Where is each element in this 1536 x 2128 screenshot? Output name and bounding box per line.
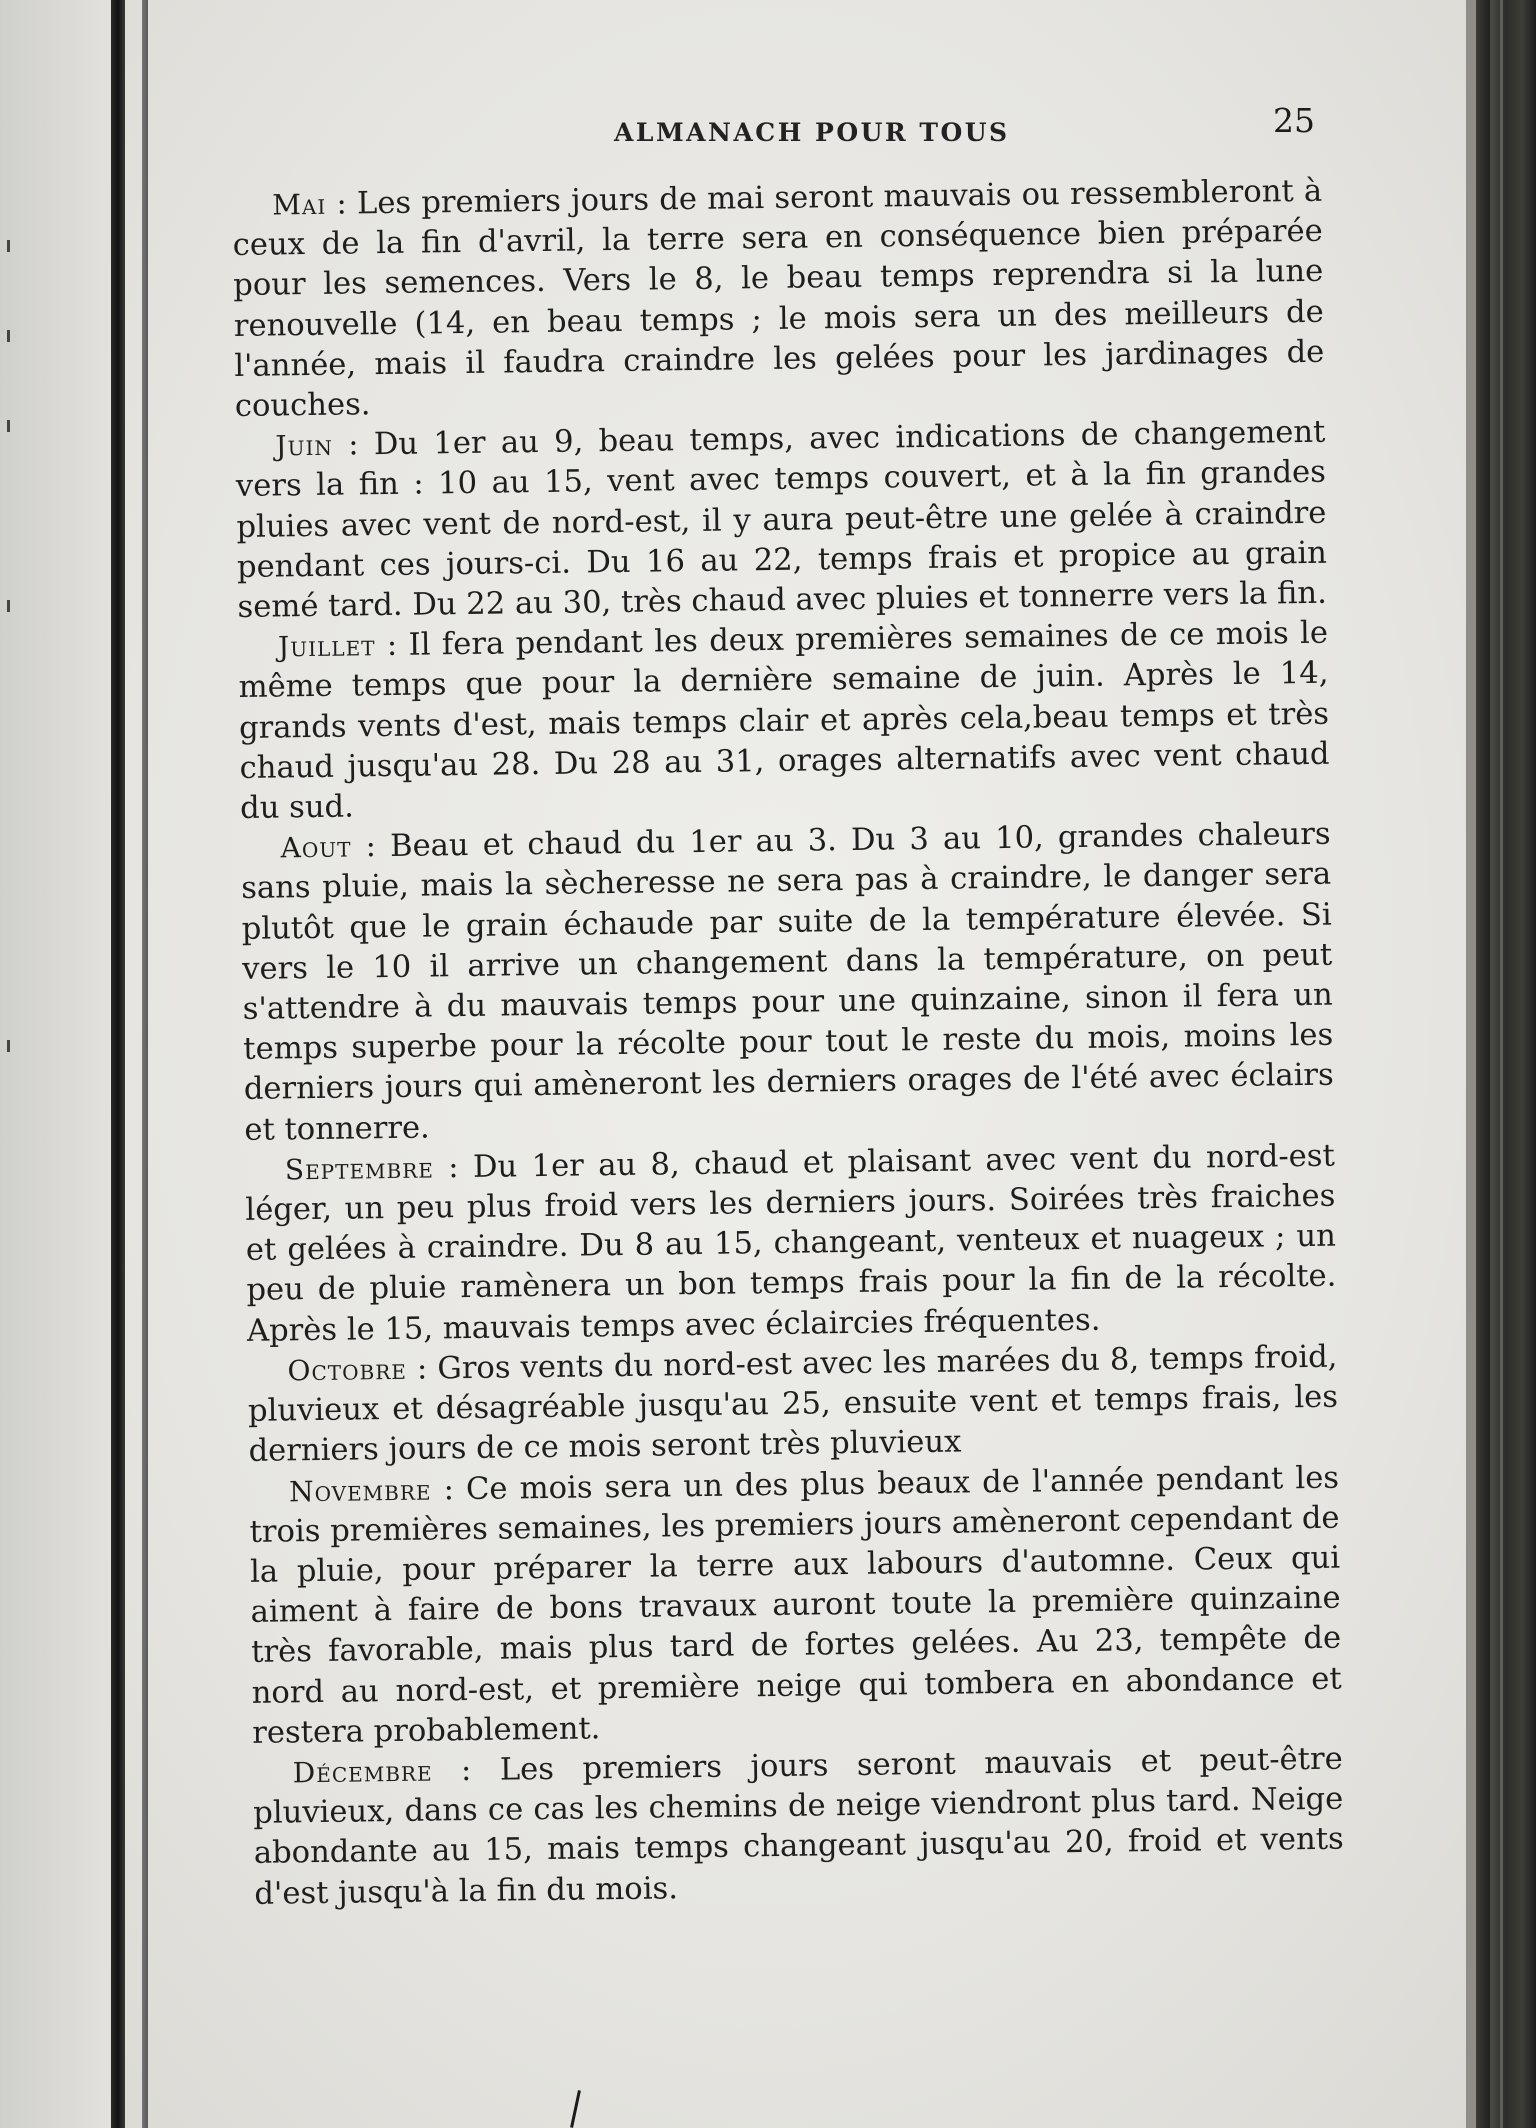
entry-aout: Aout : Beau et chaud du 1er au 3. Du 3 au 10, grandes chaleurs sans pluie, mais la sècheresse ne sera pas à craindre, le danger sera plutôt que le grain échaude par suite de la température élevée. Si vers le 10 il arrive un changement dans la température, on peut s'attendre à du mauvais temps pour une quinzaine, sinon il fera un temps superbe pour la récolte pour tout le reste du mois, moins les derniers jours qui amèneront les derniers orages de l'été avec éclairs et tonnerre. xyxy=(240,816,1334,1148)
entry-text: Du 1er au 8, chaud et plaisant avec vent du nord-est léger, un peu plus froid vers les derniers jours. Soirées très fraiches et gelées à craindre. Du 8 au 15, changeant, venteux et nuageux ; un peu de pluie ramènera un bon temps frais pour la fin de la récolte. Après le 15, mauvais temps avec éclaircies fréquentes. xyxy=(245,1138,1337,1349)
margin-mark xyxy=(7,420,10,432)
entry-text: Du 1er au 9, beau temps, avec indications de changement vers la fin : 10 au 15, vent avec temps couvert, et à la fin grandes pluies avec vent de nord-est, il y aura peut-être une gelée à craindre pendant ces jours-ci. Du 16 au 22, temps frais et propice au grain semé tard. Du 22 au 30, très chaud avec pluies et tonnerre vers la fin. xyxy=(235,414,1328,625)
margin-mark xyxy=(7,600,10,612)
entry-juin: Juin : Du 1er au 9, beau temps, avec indications de changement vers la fin : 10 au 15, vent avec temps couvert, et à la fin grandes pluies avec vent de nord-est, il y aura peut-être une gelée à craindre pendant ces jours-ci. Du 16 au 22, temps frais et propice au grain semé tard. Du 22 au 30, très chaud avec pluies et tonnerre vers la fin. xyxy=(235,414,1328,625)
entry-text: Il fera pendant les deux premières semaines de ce mois le même temps que pour la dernière semaine de juin. Après le 14, grands vents d'est, mais temps clair et après cela,beau temps et très chaud jusqu'au 28. Du 28 au 31, orages alternatifs avec vent chaud du sud. xyxy=(238,615,1330,826)
entry-mai: Mai : Les premiers jours de mai seront mauvais ou ressembleront à ceux de la fin d'avril, la terre sera en conséquence bien préparée pour les semences. Vers le 8, le beau temps reprendra si la lune renouvelle (14, en beau temps ; le mois sera un des meilleurs de l'année, mais il faudra craindre les gelées pour les jardinages de couches. xyxy=(232,173,1325,424)
margin-mark xyxy=(7,240,10,252)
entry-octobre: Octobre : Gros vents du nord-est avec les marées du 8, temps froid, pluvieux et désagréable jusqu'au 25, ensuite vent et temps frais, les derniers jours de ce mois seront très pluvieux xyxy=(247,1339,1339,1470)
month-label: Octobre xyxy=(287,1352,408,1388)
month-label: Juin xyxy=(275,428,334,463)
binding-gutter-inner xyxy=(142,0,148,2128)
entry-text: Les premiers jours de mai seront mauvais ou ressembleront à ceux de la fin d'avril, la terre sera en conséquence bien préparée pour les semences. Vers le 8, le beau temps reprendra si la lune renouvelle (14, en beau temps ; le mois sera un des meilleurs de l'année, mais il faudra craindre les gelées pour les jardinages de couches. xyxy=(232,173,1325,424)
entry-decembre: Décembre : Les premiers jours seront mauvais et peut-être pluvieux, dans ce cas les chemins de neige viendront plus tard. Neige abondante au 15, mais temps changeant jusqu'au 20, froid et vents d'est jusqu'à la fin du mois. xyxy=(253,1741,1344,1912)
entry-novembre: Novembre : Ce mois sera un des plus beaux de l'année pendant les trois premières semaines, les premiers jours amèneront cependant de la pluie, pour préparer la terre aux labours d'automne. Ceux qui aiment à faire de bons travaux auront toute la première quinzaine très favorable, mais plus tard de fortes gelées. Au 23, tempête de nord au nord-est, et première neige qui tombera en abondance et restera probablement. xyxy=(249,1460,1342,1751)
margin-mark xyxy=(7,330,10,342)
entry-text: Les premiers jours seront mauvais et peut-être pluvieux, dans ce cas les chemins de neige viendront plus tard. Neige abondante au 15, mais temps changeant jusqu'au 20, froid et vents d'est jusqu'à la fin du mois. xyxy=(253,1741,1344,1912)
month-label: Novembre xyxy=(288,1473,432,1508)
stacked-page-edges xyxy=(1490,0,1536,2128)
month-label: Juillet xyxy=(277,629,376,664)
page-number: 25 xyxy=(1273,101,1315,140)
page-edge xyxy=(1466,0,1476,2128)
margin-mark xyxy=(7,1040,10,1052)
month-label: Aout xyxy=(280,830,352,865)
month-label: Septembre xyxy=(284,1151,435,1187)
left-margin-shadow xyxy=(0,0,110,2128)
page-edge-stripe xyxy=(1500,0,1503,2128)
entry-text: Ce mois sera un des plus beaux de l'année pendant les trois premières semaines, les premiers jours amèneront cependant de la pluie, pour préparer la terre aux labours d'automne. Ceux qui aiment à faire de bons travaux auront toute la première quinzaine très favorable, mais plus tard de fortes gelées. Au 23, tempête de nord au nord-est, et première neige qui tombera en abondance et restera probablement. xyxy=(249,1460,1342,1751)
entry-text: Gros vents du nord-est avec les marées du 8, temps froid, pluvieux et désagréable jusqu'au 25, ensuite vent et temps frais, les derniers jours de ce mois seront très pluvieux xyxy=(247,1339,1339,1470)
month-label: Mai xyxy=(272,187,327,222)
month-label: Décembre xyxy=(292,1754,433,1790)
binding-gutter xyxy=(111,0,125,2128)
forecast-text-block xyxy=(232,172,1345,1915)
entry-septembre: Septembre : Du 1er au 8, chaud et plaisant avec vent du nord-est léger, un peu plus froid vers les derniers jours. Soirées très fraiches et gelées à craindre. Du 8 au 15, changeant, venteux et nuageux ; un peu de pluie ramènera un bon temps frais pour la fin de la récolte. Après le 15, mauvais temps avec éclaircies fréquentes. xyxy=(245,1138,1337,1349)
entry-juillet: Juillet : Il fera pendant les deux premières semaines de ce mois le même temps que pour la dernière semaine de juin. Après le 14, grands vents d'est, mais temps clair et après cela,beau temps et très chaud jusqu'au 28. Du 28 au 31, orages alternatifs avec vent chaud du sud. xyxy=(238,615,1330,826)
entry-text: Beau et chaud du 1er au 3. Du 3 au 10, grandes chaleurs sans pluie, mais la sècheresse ne sera pas à craindre, le danger sera plutôt que le grain échaude par suite de la température élevée. Si vers le 10 il arrive un changement dans la température, on peut s'attendre à du mauvais temps pour une quinzaine, sinon il fera un temps superbe pour la récolte pour tout le reste du mois, moins les derniers jours qui amèneront les derniers orages de l'été avec éclairs et tonnerre. xyxy=(240,816,1334,1148)
running-header: ALMANACH POUR TOUS xyxy=(614,118,1010,147)
page-edge-shadow xyxy=(1476,0,1490,2128)
